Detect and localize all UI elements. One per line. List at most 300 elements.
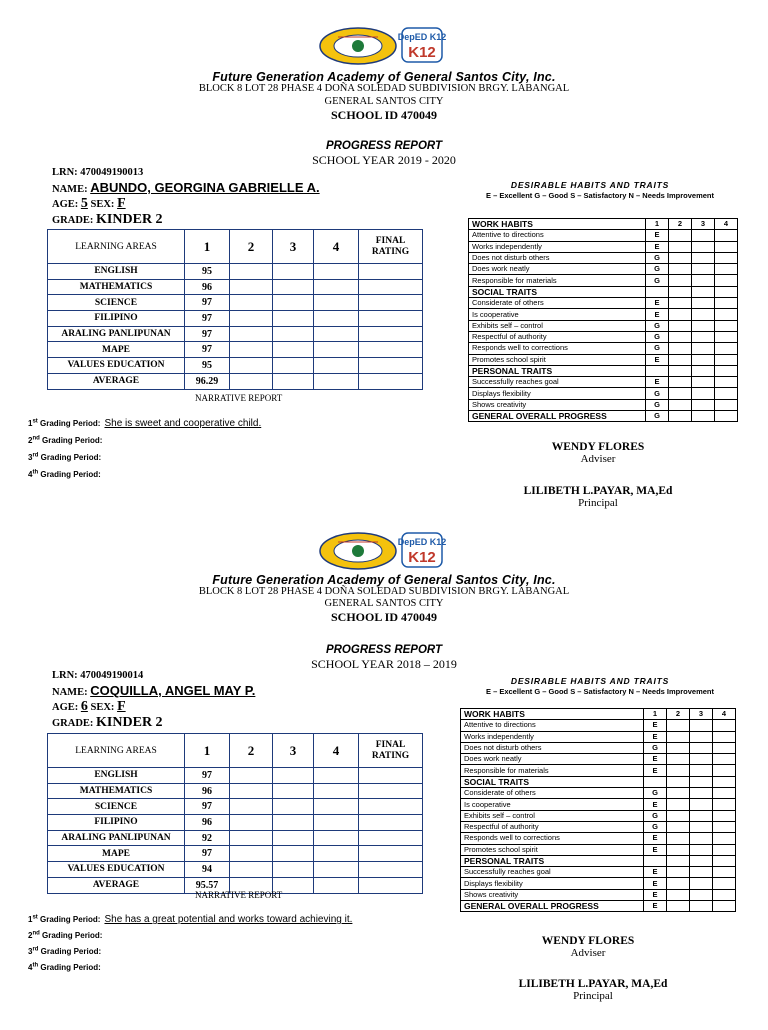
habits-table: [460, 708, 736, 912]
grade-label: GRADE:: [52, 718, 94, 729]
age-value: 6: [80, 699, 88, 714]
empty-grade-cell: [230, 358, 273, 374]
habit-row: [461, 821, 736, 832]
habit-q1-rating: E: [644, 889, 667, 900]
subject-q1-grade: 97: [185, 326, 230, 342]
habit-item: Does not disturb others: [469, 252, 646, 263]
empty-grade-cell: [359, 862, 423, 878]
empty-habit-cell: [715, 286, 738, 297]
empty-habit-cell: [690, 765, 713, 776]
empty-habit-cell: [715, 298, 738, 309]
empty-grade-cell: [273, 279, 314, 295]
subject-row: [48, 311, 423, 327]
student-name: COQUILLA, ANGEL MAY P.: [90, 683, 256, 698]
empty-habit-cell: [692, 365, 715, 376]
empty-habit-cell: [667, 810, 690, 821]
empty-grade-cell: [230, 830, 273, 846]
deped-logo-text: DepED K12: [397, 32, 446, 42]
empty-habit-cell: [690, 833, 713, 844]
empty-habit-cell: [715, 320, 738, 331]
empty-grade-cell: [273, 783, 314, 799]
subject-name: ARALING PANLIPUNAN: [48, 830, 185, 846]
habit-item: GENERAL OVERALL PROGRESS: [469, 411, 646, 422]
grading-period-comment: She is sweet and cooperative child.: [104, 418, 262, 429]
habit-row: [469, 377, 738, 388]
progress-report-title: PROGRESS REPORT: [325, 140, 443, 152]
empty-habit-cell: [690, 799, 713, 810]
empty-habit-cell: [669, 286, 692, 297]
empty-habit-cell: [715, 399, 738, 410]
empty-habit-cell: [669, 343, 692, 354]
empty-habit-cell: [669, 309, 692, 320]
subject-name: ARALING PANLIPUNAN: [48, 326, 185, 342]
subject-q1-grade: 97: [185, 846, 230, 862]
empty-habit-cell: [667, 720, 690, 731]
subject-q1-grade: 97: [185, 311, 230, 327]
empty-habit-cell: [692, 309, 715, 320]
principal-name: LILIBETH L.PAYAR, MA,Ed: [523, 485, 673, 497]
subject-q1-grade: 96: [185, 815, 230, 831]
empty-habit-cell: [692, 252, 715, 263]
empty-habit-cell: [667, 754, 690, 765]
habit-item: GENERAL OVERALL PROGRESS: [461, 901, 644, 912]
sex-value: F: [117, 196, 126, 211]
habits-category-row: [461, 855, 736, 866]
subject-name: VALUES EDUCATION: [48, 358, 185, 374]
empty-grade-cell: [230, 326, 273, 342]
sex-label: SEX:: [90, 199, 115, 210]
empty-habit-cell: [715, 343, 738, 354]
habit-item: Responsible for materials: [469, 275, 646, 286]
final-rating-header: FINAL RATING: [359, 230, 423, 264]
empty-grade-cell: [314, 342, 359, 358]
subject-row: [48, 862, 423, 878]
subject-q1-grade: 97: [185, 295, 230, 311]
grade-value: KINDER 2: [96, 715, 163, 730]
name-label: NAME:: [52, 687, 88, 698]
habit-item: Works independently: [469, 241, 646, 252]
empty-habit-cell: [715, 365, 738, 376]
subject-row: [48, 342, 423, 358]
empty-grade-cell: [273, 799, 314, 815]
lrn-line: [52, 670, 143, 681]
school-address: BLOCK 8 LOT 28 PHASE 4 DOÑA SOLEDAD SUBDIVISION BRGY. LABANGAL: [198, 586, 570, 597]
habit-q1-rating: E: [644, 754, 667, 765]
student-name: ABUNDO, GEORGINA GABRIELLE A.: [90, 180, 320, 195]
habit-row: [461, 878, 736, 889]
empty-habit-cell: [690, 788, 713, 799]
empty-habit-cell: [713, 889, 736, 900]
subject-q1-grade: 92: [185, 830, 230, 846]
grading-period-label: 4th Grading Period:: [28, 469, 101, 479]
subject-name: MATHEMATICS: [48, 783, 185, 799]
habit-row: [461, 799, 736, 810]
habits-q2-header: 2: [669, 219, 692, 230]
empty-habit-cell: [715, 252, 738, 263]
empty-habit-cell: [713, 821, 736, 832]
empty-habit-cell: [690, 878, 713, 889]
empty-habit-cell: [690, 810, 713, 821]
subject-q1-grade: 97: [185, 342, 230, 358]
age-sex-line: [52, 699, 126, 715]
grading-period-line: [28, 469, 105, 480]
empty-grade-cell: [314, 799, 359, 815]
habit-row: [469, 241, 738, 252]
empty-habit-cell: [713, 754, 736, 765]
empty-habit-cell: [669, 331, 692, 342]
empty-grade-cell: [314, 877, 359, 893]
learning-areas-header: LEARNING AREAS: [48, 230, 185, 264]
q1-header: 1: [185, 230, 230, 264]
empty-habit-cell: [669, 252, 692, 263]
empty-grade-cell: [359, 295, 423, 311]
empty-habit-cell: [713, 742, 736, 753]
habits-q1-header: 1: [646, 219, 669, 230]
habit-item: Does work neatly: [461, 754, 644, 765]
empty-grade-cell: [273, 358, 314, 374]
q1-header: 1: [185, 734, 230, 768]
habit-q1-rating: E: [644, 799, 667, 810]
habit-row: [461, 788, 736, 799]
empty-habit-cell: [669, 354, 692, 365]
subject-name: AVERAGE: [48, 373, 185, 389]
empty-grade-cell: [314, 358, 359, 374]
empty-habit-cell: [713, 878, 736, 889]
age-label: AGE:: [52, 199, 79, 210]
habit-item: Does work neatly: [469, 264, 646, 275]
habit-row: [461, 889, 736, 900]
empty-grade-cell: [314, 311, 359, 327]
school-city: GENERAL SANTOS CITY: [324, 598, 444, 609]
principal-role: Principal: [578, 497, 618, 509]
empty-habit-cell: [692, 331, 715, 342]
habit-row: [469, 388, 738, 399]
empty-grade-cell: [230, 815, 273, 831]
grading-period-label: 2nd Grading Period:: [28, 435, 103, 445]
habit-q1-rating: [644, 776, 667, 787]
empty-habit-cell: [692, 230, 715, 241]
habit-row: [461, 742, 736, 753]
habit-q1-rating: E: [644, 720, 667, 731]
habit-item: Shows creativity: [469, 399, 646, 410]
habit-q1-rating: E: [644, 878, 667, 889]
principal-signature: [493, 978, 693, 1002]
habits-category-row: [469, 286, 738, 297]
school-city: GENERAL SANTOS CITY: [324, 96, 444, 107]
empty-grade-cell: [359, 264, 423, 280]
subject-row: [48, 279, 423, 295]
empty-habit-cell: [713, 765, 736, 776]
grading-period-line: [28, 962, 105, 973]
empty-grade-cell: [230, 768, 273, 784]
school-id: SCHOOL ID 470049: [330, 108, 438, 122]
lrn-label: LRN:: [52, 167, 78, 178]
empty-grade-cell: [359, 326, 423, 342]
habit-row: [469, 275, 738, 286]
empty-habit-cell: [692, 343, 715, 354]
work-habits-header: WORK HABITS: [461, 709, 644, 720]
grading-period-label: 2nd Grading Period:: [28, 930, 103, 940]
lrn-value: 470049190013: [80, 167, 144, 178]
empty-habit-cell: [692, 241, 715, 252]
habits-title: DESIRABLE HABITS AND TRAITS: [510, 676, 670, 686]
habit-item: Successfully reaches goal: [469, 377, 646, 388]
empty-habit-cell: [669, 399, 692, 410]
habits-q3-header: 3: [692, 219, 715, 230]
empty-habit-cell: [669, 241, 692, 252]
empty-habit-cell: [667, 799, 690, 810]
subject-q1-grade: 97: [185, 768, 230, 784]
habit-q1-rating: E: [646, 298, 669, 309]
subject-name: ENGLISH: [48, 768, 185, 784]
habit-item: Promotes school spirit: [469, 354, 646, 365]
habits-table: [468, 218, 738, 422]
empty-habit-cell: [690, 855, 713, 866]
adviser-name: WENDY FLORES: [541, 935, 635, 947]
empty-grade-cell: [359, 783, 423, 799]
age-label: AGE:: [52, 702, 79, 713]
empty-habit-cell: [692, 399, 715, 410]
empty-habit-cell: [692, 275, 715, 286]
subject-name: VALUES EDUCATION: [48, 862, 185, 878]
habit-row: [469, 230, 738, 241]
empty-habit-cell: [715, 264, 738, 275]
grading-period-line: [28, 946, 105, 957]
school-address: BLOCK 8 LOT 28 PHASE 4 DOÑA SOLEDAD SUBDIVISION BRGY. LABANGAL: [198, 83, 570, 94]
empty-habit-cell: [692, 264, 715, 275]
empty-grade-cell: [359, 815, 423, 831]
empty-grade-cell: [273, 342, 314, 358]
grades-table: [47, 733, 423, 894]
empty-grade-cell: [359, 342, 423, 358]
name-line: [52, 683, 255, 698]
empty-habit-cell: [669, 230, 692, 241]
subject-q1-grade: 95.57: [185, 877, 230, 893]
empty-grade-cell: [273, 862, 314, 878]
habit-item: Is cooperative: [461, 799, 644, 810]
principal-role: Principal: [573, 990, 613, 1002]
habit-item: Does not disturb others: [461, 742, 644, 753]
name-label: NAME:: [52, 184, 88, 195]
empty-habit-cell: [690, 731, 713, 742]
subject-q1-grade: 95: [185, 358, 230, 374]
grading-period-line: [28, 930, 106, 941]
empty-grade-cell: [273, 311, 314, 327]
final-rating-header: FINAL RATING: [359, 734, 423, 768]
habits-category-row: [461, 776, 736, 787]
empty-grade-cell: [314, 373, 359, 389]
habit-q1-rating: G: [646, 388, 669, 399]
habit-q1-rating: G: [646, 264, 669, 275]
grading-period-label: 1st Grading Period:: [28, 418, 101, 428]
habit-q1-rating: [644, 855, 667, 866]
habit-q1-rating: E: [646, 309, 669, 320]
empty-grade-cell: [273, 295, 314, 311]
empty-grade-cell: [273, 768, 314, 784]
empty-grade-cell: [273, 326, 314, 342]
subject-row: [48, 358, 423, 374]
empty-grade-cell: [314, 295, 359, 311]
empty-habit-cell: [713, 788, 736, 799]
empty-grade-cell: [359, 830, 423, 846]
habit-q1-rating: G: [646, 320, 669, 331]
empty-habit-cell: [690, 720, 713, 731]
grading-period-label: 1st Grading Period:: [28, 914, 101, 924]
empty-grade-cell: [359, 846, 423, 862]
school-year: SCHOOL YEAR 2019 - 2020: [312, 153, 456, 167]
empty-habit-cell: [667, 889, 690, 900]
subject-q1-grade: 96.29: [185, 373, 230, 389]
age-value: 5: [80, 196, 88, 211]
empty-habit-cell: [669, 264, 692, 275]
empty-grade-cell: [230, 783, 273, 799]
habit-item: Attentive to directions: [469, 230, 646, 241]
empty-grade-cell: [359, 373, 423, 389]
habit-item: Exhibits self – control: [461, 810, 644, 821]
age-sex-line: [52, 196, 126, 212]
empty-habit-cell: [692, 298, 715, 309]
habit-item: Shows creativity: [461, 889, 644, 900]
subject-q1-grade: 94: [185, 862, 230, 878]
empty-grade-cell: [273, 830, 314, 846]
learning-areas-header: LEARNING AREAS: [48, 734, 185, 768]
name-line: [52, 180, 320, 195]
empty-habit-cell: [713, 720, 736, 731]
empty-grade-cell: [230, 279, 273, 295]
progress-report-title: PROGRESS REPORT: [325, 644, 443, 656]
empty-grade-cell: [314, 326, 359, 342]
empty-habit-cell: [692, 354, 715, 365]
empty-grade-cell: [314, 862, 359, 878]
empty-habit-cell: [713, 867, 736, 878]
habits-title: DESIRABLE HABITS AND TRAITS: [510, 180, 670, 190]
empty-habit-cell: [667, 867, 690, 878]
school-logo: [318, 25, 446, 65]
habit-q1-rating: E: [644, 901, 667, 912]
work-habits-header: WORK HABITS: [469, 219, 646, 230]
habits-category: PERSONAL TRAITS: [469, 365, 646, 376]
empty-grade-cell: [230, 295, 273, 311]
habit-q1-rating: G: [644, 821, 667, 832]
empty-grade-cell: [314, 846, 359, 862]
sex-label: SEX:: [90, 702, 115, 713]
empty-grade-cell: [273, 264, 314, 280]
subject-row: [48, 326, 423, 342]
empty-habit-cell: [713, 776, 736, 787]
empty-habit-cell: [715, 309, 738, 320]
adviser-signature: [498, 441, 698, 465]
empty-habit-cell: [715, 377, 738, 388]
habit-item: Displays flexibility: [461, 878, 644, 889]
habit-item: Is cooperative: [469, 309, 646, 320]
empty-habit-cell: [667, 742, 690, 753]
deped-logo-text: DepED K12: [397, 537, 446, 547]
subject-row: [48, 799, 423, 815]
empty-grade-cell: [273, 815, 314, 831]
empty-grade-cell: [314, 783, 359, 799]
school-name: Future Generation Academy of General Santos City, Inc.: [212, 70, 556, 84]
empty-habit-cell: [667, 821, 690, 832]
habit-q1-rating: [646, 365, 669, 376]
habits-q2-header: 2: [667, 709, 690, 720]
empty-habit-cell: [667, 788, 690, 799]
subject-name: SCIENCE: [48, 799, 185, 815]
empty-habit-cell: [667, 844, 690, 855]
grading-period-label: 3rd Grading Period:: [28, 452, 102, 462]
empty-habit-cell: [667, 833, 690, 844]
subject-row: [48, 815, 423, 831]
habit-q1-rating: G: [646, 275, 669, 286]
empty-habit-cell: [713, 844, 736, 855]
grading-period-line: [28, 418, 261, 429]
empty-grade-cell: [359, 358, 423, 374]
empty-grade-cell: [230, 311, 273, 327]
q4-header: 4: [314, 230, 359, 264]
subject-name: ENGLISH: [48, 264, 185, 280]
subject-row: [48, 373, 423, 389]
empty-habit-cell: [667, 776, 690, 787]
habit-q1-rating: G: [646, 252, 669, 263]
empty-habit-cell: [713, 731, 736, 742]
empty-grade-cell: [359, 311, 423, 327]
empty-grade-cell: [359, 877, 423, 893]
habit-item: Exhibits self – control: [469, 320, 646, 331]
habits-category: SOCIAL TRAITS: [461, 776, 644, 787]
q3-header: 3: [273, 734, 314, 768]
empty-grade-cell: [359, 799, 423, 815]
habit-row: [461, 765, 736, 776]
habits-category-row: [469, 365, 738, 376]
habit-row: [469, 399, 738, 410]
subject-name: MAPE: [48, 846, 185, 862]
lrn-value: 470049190014: [80, 670, 144, 681]
habit-q1-rating: E: [644, 731, 667, 742]
lrn-line: [52, 167, 143, 178]
subject-name: FILIPINO: [48, 311, 185, 327]
grading-period-label: 4th Grading Period:: [28, 962, 101, 972]
habit-row: [469, 298, 738, 309]
empty-grade-cell: [314, 264, 359, 280]
subject-row: [48, 295, 423, 311]
principal-name: LILIBETH L.PAYAR, MA,Ed: [518, 978, 668, 990]
habit-q1-rating: E: [646, 377, 669, 388]
subject-name: FILIPINO: [48, 815, 185, 831]
empty-habit-cell: [669, 365, 692, 376]
grades-table: [47, 229, 423, 390]
habit-item: Attentive to directions: [461, 720, 644, 731]
habit-item: Considerate of others: [461, 788, 644, 799]
habit-row: [461, 754, 736, 765]
habit-q1-rating: G: [646, 399, 669, 410]
habit-q1-rating: E: [646, 241, 669, 252]
habit-item: Responsible for materials: [461, 765, 644, 776]
habit-item: Respectful of authority: [469, 331, 646, 342]
q2-header: 2: [230, 734, 273, 768]
empty-grade-cell: [230, 846, 273, 862]
habit-row: [469, 264, 738, 275]
empty-habit-cell: [715, 331, 738, 342]
empty-habit-cell: [669, 377, 692, 388]
habit-row: [469, 343, 738, 354]
habit-item: Respectful of authority: [461, 821, 644, 832]
empty-grade-cell: [314, 768, 359, 784]
empty-habit-cell: [690, 901, 713, 912]
subject-name: AVERAGE: [48, 877, 185, 893]
empty-grade-cell: [230, 862, 273, 878]
grade-line: [52, 715, 163, 731]
empty-grade-cell: [314, 830, 359, 846]
school-year: SCHOOL YEAR 2018 – 2019: [311, 657, 457, 671]
